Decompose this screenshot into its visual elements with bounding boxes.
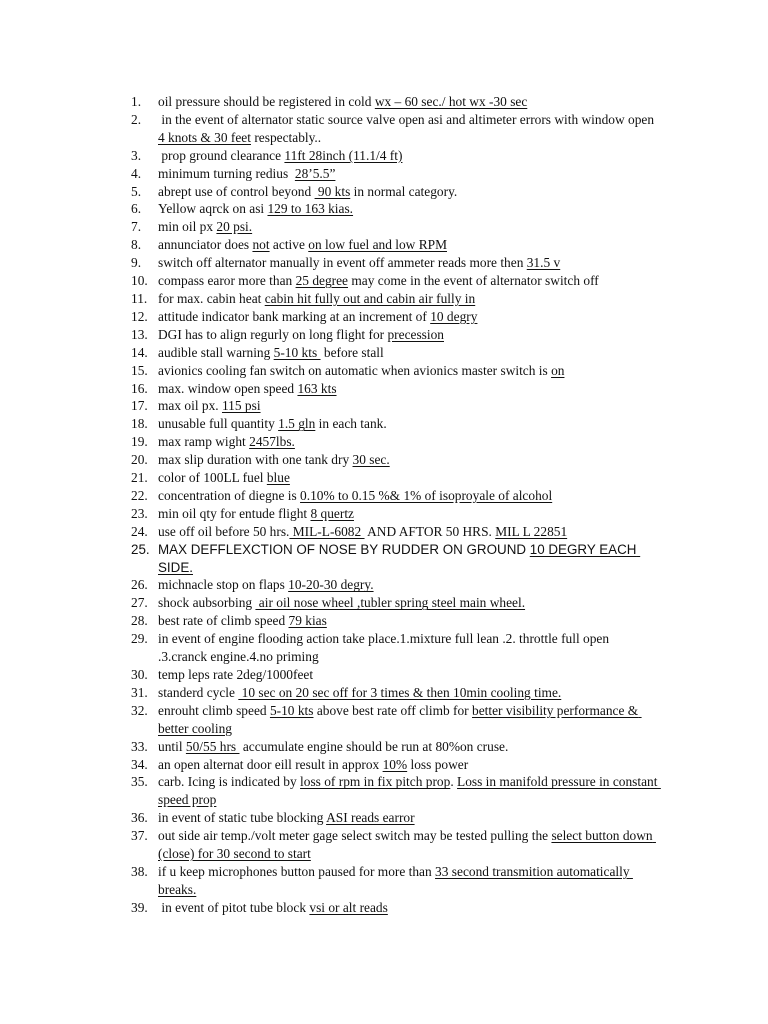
underlined-answer: select button down (close) for 30 second to start bbox=[158, 828, 656, 862]
text-segment: in normal category. bbox=[350, 183, 458, 199]
item-text bbox=[158, 576, 661, 594]
item-text bbox=[158, 236, 661, 254]
item-number: 32. bbox=[131, 702, 148, 718]
item-text bbox=[158, 612, 661, 630]
item-text bbox=[158, 344, 661, 362]
text-segment: switch off alternator manually in event off ammeter reads more then bbox=[158, 255, 527, 271]
text-segment: MAX DEFFLEXCTION OF NOSE BY RUDDER ON GROUND bbox=[158, 541, 530, 557]
list-item bbox=[131, 863, 661, 899]
item-number: 12. bbox=[131, 308, 148, 324]
underlined-answer: better visibility performance & better cooling bbox=[158, 702, 642, 736]
underlined-answer: 8 quertz bbox=[310, 505, 354, 521]
list-item bbox=[131, 541, 661, 577]
text-segment: temp leps rate 2deg/1000feet bbox=[158, 667, 314, 682]
item-text bbox=[158, 380, 661, 398]
list-item bbox=[131, 147, 661, 165]
text-segment: shock aubsorbing bbox=[158, 595, 256, 611]
underlined-answer: Loss in manifold pressure in constant speed prop bbox=[158, 774, 661, 808]
list-item bbox=[131, 756, 661, 774]
list-item bbox=[131, 612, 661, 630]
list-item bbox=[131, 200, 661, 218]
item-text bbox=[158, 147, 661, 165]
list-item bbox=[131, 576, 661, 594]
item-number: 2. bbox=[131, 111, 142, 127]
underlined-answer: 30 sec. bbox=[352, 452, 390, 468]
item-text bbox=[158, 433, 661, 451]
underlined-answer: vsi or alt reads bbox=[309, 899, 388, 915]
item-text bbox=[158, 362, 661, 380]
text-segment: for max. cabin heat bbox=[158, 290, 265, 306]
list-item bbox=[131, 523, 661, 541]
item-number: 23. bbox=[131, 505, 148, 521]
text-segment: before stall bbox=[320, 344, 384, 360]
underlined-answer: 10 DEGRY EACH SIDE. bbox=[158, 541, 641, 575]
text-segment: color of 100LL fuel bbox=[158, 470, 267, 486]
item-number: 34. bbox=[131, 756, 148, 772]
text-segment: carb. Icing is indicated by bbox=[158, 774, 301, 790]
underlined-answer: 28’5.5” bbox=[294, 165, 336, 181]
text-segment: min oil px bbox=[158, 219, 217, 235]
item-text bbox=[158, 272, 661, 290]
underlined-answer: on low fuel and low RPM bbox=[308, 237, 447, 253]
item-text bbox=[158, 451, 661, 469]
underlined-answer: 10 sec on 20 sec off for 3 times & then 10min cooling time. bbox=[238, 684, 562, 700]
text-segment: above best rate off climb for bbox=[313, 702, 472, 718]
text-segment: DGI has to align regurly on long flight for bbox=[158, 326, 388, 342]
underlined-answer: 4 knots & 30 feet bbox=[158, 129, 251, 145]
item-text bbox=[158, 666, 661, 684]
underlined-answer: 25 degree bbox=[295, 273, 348, 289]
text-segment: in the event of alternator static source valve open asi and altimeter errors with window open bbox=[158, 111, 658, 127]
item-text bbox=[158, 523, 661, 541]
item-number: 29. bbox=[131, 631, 148, 647]
underlined-answer: air oil nose wheel ,tubler spring steel main wheel. bbox=[255, 595, 526, 611]
underlined-answer: 10% bbox=[382, 756, 408, 772]
item-text bbox=[158, 702, 661, 738]
list-item bbox=[131, 380, 661, 398]
item-number: 15. bbox=[131, 362, 148, 378]
item-text bbox=[158, 111, 661, 147]
item-number: 33. bbox=[131, 738, 148, 754]
list-item bbox=[131, 218, 661, 236]
list-item bbox=[131, 899, 661, 917]
text-segment: in event of pitot tube block bbox=[158, 899, 310, 915]
item-text bbox=[158, 541, 661, 577]
item-number: 37. bbox=[131, 828, 148, 844]
list-item bbox=[131, 487, 661, 505]
item-text bbox=[158, 594, 661, 612]
text-segment: minimum turning redius bbox=[158, 165, 295, 181]
item-number: 35. bbox=[131, 774, 148, 790]
list-item bbox=[131, 827, 661, 863]
item-number: 31. bbox=[131, 684, 148, 700]
underlined-answer: loss of rpm in fix pitch prop bbox=[300, 774, 451, 790]
underlined-answer: cabin hit fully out and cabin air fully in bbox=[264, 290, 476, 306]
list-item bbox=[131, 415, 661, 433]
text-segment: until bbox=[158, 738, 186, 754]
item-number: 17. bbox=[131, 398, 148, 414]
underlined-answer: 2457lbs. bbox=[249, 434, 295, 450]
text-segment: accumulate engine should be run at 80%on cruse. bbox=[239, 738, 509, 754]
list-item bbox=[131, 702, 661, 738]
item-number: 19. bbox=[131, 434, 148, 450]
text-segment: abrept use of control beyond bbox=[158, 183, 315, 199]
underlined-answer: 0.10% to 0.15 %& 1% of isoproyale of alcohol bbox=[300, 487, 553, 503]
item-text bbox=[158, 738, 661, 756]
item-text bbox=[158, 200, 661, 218]
text-segment: Yellow aqrck on asi bbox=[158, 201, 268, 217]
text-segment: max ramp wight bbox=[158, 434, 250, 450]
text-segment: an open alternat door eill result in approx bbox=[158, 756, 383, 772]
list-item bbox=[131, 254, 661, 272]
text-segment: standerd cycle bbox=[158, 684, 239, 700]
text-segment: in each tank. bbox=[315, 416, 387, 432]
text-segment: oil pressure should be registered in cold bbox=[158, 94, 375, 109]
text-segment: in event of engine flooding action take place.1.mixture full lean .2. throttle full open .3.cranck engine.4.no priming bbox=[158, 631, 613, 665]
item-number: 20. bbox=[131, 452, 148, 468]
list-item bbox=[131, 165, 661, 183]
item-number: 39. bbox=[131, 899, 148, 915]
item-number: 22. bbox=[131, 487, 148, 503]
text-segment: prop ground clearance bbox=[158, 147, 285, 163]
list-item bbox=[131, 594, 661, 612]
list-item bbox=[131, 111, 661, 147]
item-number: 21. bbox=[131, 470, 148, 486]
item-text bbox=[158, 415, 661, 433]
underlined-answer: MIL L 22851 bbox=[495, 523, 568, 539]
item-number: 28. bbox=[131, 613, 148, 629]
underlined-answer: wx – 60 sec./ hot wx -30 sec bbox=[374, 94, 528, 109]
text-segment: in event of static tube blocking bbox=[158, 810, 327, 826]
item-text bbox=[158, 290, 661, 308]
text-segment: best rate of climb speed bbox=[158, 613, 289, 629]
text-segment: compass earor more than bbox=[158, 273, 296, 289]
item-text bbox=[158, 505, 661, 523]
underlined-answer: 163 kts bbox=[297, 380, 337, 396]
item-text bbox=[158, 827, 661, 863]
item-number: 1. bbox=[131, 94, 142, 109]
item-number: 25. bbox=[131, 541, 150, 557]
text-segment: avionics cooling fan switch on automatic when avionics master switch is bbox=[158, 362, 552, 378]
text-segment: respectably.. bbox=[250, 129, 322, 145]
item-number: 7. bbox=[131, 219, 142, 235]
underlined-answer: 1.5 gln bbox=[278, 416, 316, 432]
text-segment: active bbox=[269, 237, 309, 253]
item-text bbox=[158, 254, 661, 272]
numbered-notes-list bbox=[131, 93, 661, 917]
text-segment: loss power bbox=[407, 756, 469, 772]
item-text bbox=[158, 308, 661, 326]
underlined-answer: 20 psi. bbox=[216, 219, 253, 235]
underlined-answer: 50/55 hrs bbox=[185, 738, 240, 754]
underlined-answer: MIL-L-6082 bbox=[289, 523, 365, 539]
list-item bbox=[131, 666, 661, 684]
item-number: 18. bbox=[131, 416, 148, 432]
list-item bbox=[131, 183, 661, 201]
text-segment: may come in the event of alternator switch off bbox=[348, 273, 599, 289]
list-item bbox=[131, 344, 661, 362]
item-number: 30. bbox=[131, 667, 148, 682]
underlined-answer: 115 psi bbox=[221, 398, 261, 414]
item-number: 13. bbox=[131, 326, 148, 342]
list-item bbox=[131, 272, 661, 290]
item-text bbox=[158, 93, 661, 111]
list-item bbox=[131, 290, 661, 308]
text-segment: attitude indicator bank marking at an increment of bbox=[158, 308, 431, 324]
list-item bbox=[131, 505, 661, 523]
text-segment: . bbox=[450, 774, 458, 790]
item-text bbox=[158, 326, 661, 344]
underlined-answer: blue bbox=[266, 470, 290, 486]
list-item bbox=[131, 630, 661, 666]
list-item bbox=[131, 451, 661, 469]
underlined-answer: ASI reads earror bbox=[326, 810, 415, 826]
item-text bbox=[158, 165, 661, 183]
item-text bbox=[158, 469, 661, 487]
item-number: 27. bbox=[131, 595, 148, 611]
item-number: 3. bbox=[131, 147, 142, 163]
underlined-answer: 129 to 163 kias. bbox=[267, 201, 354, 217]
text-segment: max slip duration with one tank dry bbox=[158, 452, 353, 468]
item-text bbox=[158, 218, 661, 236]
text-segment: use off oil before 50 hrs. bbox=[158, 523, 290, 539]
list-item bbox=[131, 684, 661, 702]
underlined-answer: 79 kias bbox=[288, 613, 327, 629]
underlined-answer: 10 degry bbox=[430, 308, 478, 324]
text-segment: audible stall warning bbox=[158, 344, 274, 360]
underlined-answer: 11ft 28inch (11.1/4 ft) bbox=[284, 147, 403, 163]
underlined-answer: 5-10 kts bbox=[269, 702, 314, 718]
underlined-answer: on bbox=[551, 362, 565, 378]
list-item bbox=[131, 326, 661, 344]
item-text bbox=[158, 684, 661, 702]
text-segment: min oil qty for entude flight bbox=[158, 505, 311, 521]
item-number: 38. bbox=[131, 863, 148, 879]
item-number: 16. bbox=[131, 380, 148, 396]
text-segment: out side air temp./volt meter gage select switch may be tested pulling the bbox=[158, 828, 552, 844]
list-item bbox=[131, 93, 661, 111]
item-text bbox=[158, 809, 661, 827]
item-number: 8. bbox=[131, 237, 142, 253]
list-item bbox=[131, 397, 661, 415]
item-number: 4. bbox=[131, 165, 142, 181]
item-number: 36. bbox=[131, 810, 148, 826]
underlined-answer: 31.5 v bbox=[526, 255, 561, 271]
item-number: 10. bbox=[131, 273, 148, 289]
item-text bbox=[158, 630, 661, 666]
text-segment: AND AFTOR 50 HRS. bbox=[364, 523, 496, 539]
item-number: 5. bbox=[131, 183, 142, 199]
underlined-answer: precession bbox=[387, 326, 444, 342]
underlined-answer: 10-20-30 degry. bbox=[288, 577, 374, 593]
item-text bbox=[158, 863, 661, 899]
list-item bbox=[131, 362, 661, 380]
item-text bbox=[158, 756, 661, 774]
item-number: 11. bbox=[131, 290, 148, 306]
text-segment: michnacle stop on flaps bbox=[158, 577, 289, 593]
underlined-answer: 5-10 kts bbox=[273, 344, 321, 360]
item-number: 14. bbox=[131, 344, 148, 360]
list-item bbox=[131, 308, 661, 326]
item-text bbox=[158, 397, 661, 415]
underlined-answer: 90 kts bbox=[314, 183, 351, 199]
list-item bbox=[131, 809, 661, 827]
item-text bbox=[158, 773, 661, 809]
list-item bbox=[131, 738, 661, 756]
item-number: 6. bbox=[131, 201, 142, 217]
text-segment: enrouht climb speed bbox=[158, 702, 270, 718]
text-segment: if u keep microphones button paused for more than bbox=[158, 863, 436, 879]
underlined-answer: not bbox=[252, 237, 270, 253]
item-number: 24. bbox=[131, 523, 148, 539]
list-item bbox=[131, 773, 661, 809]
item-number: 26. bbox=[131, 577, 148, 593]
item-text bbox=[158, 487, 661, 505]
list-item bbox=[131, 433, 661, 451]
text-segment: max. window open speed bbox=[158, 380, 298, 396]
list-item bbox=[131, 236, 661, 254]
item-number: 9. bbox=[131, 255, 142, 271]
list-item bbox=[131, 469, 661, 487]
underlined-answer: 33 second transmition automatically breaks. bbox=[158, 863, 633, 897]
text-segment: max oil px. bbox=[158, 398, 222, 414]
text-segment: annunciator does bbox=[158, 237, 253, 253]
item-text bbox=[158, 183, 661, 201]
text-segment: unusable full quantity bbox=[158, 416, 279, 432]
item-text bbox=[158, 899, 661, 917]
text-segment: concentration of diegne is bbox=[158, 487, 301, 503]
